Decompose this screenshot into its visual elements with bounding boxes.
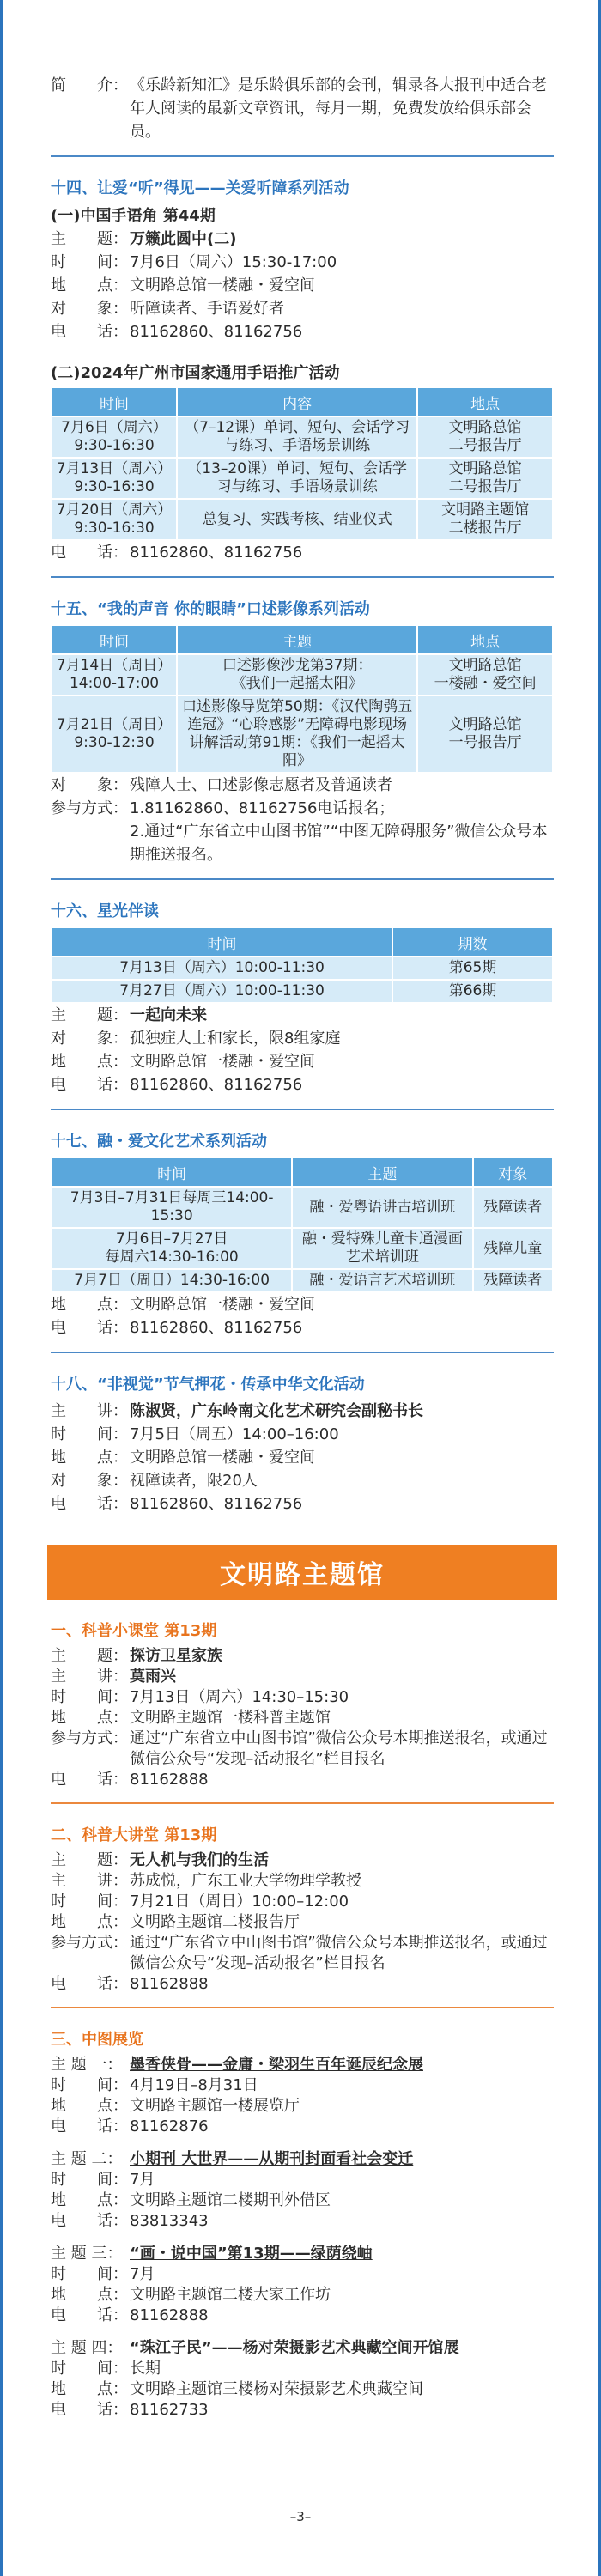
table-cell: 7月13日（周六） 9:30-16:30 [52, 458, 177, 499]
table-cell: 7月20日（周六） 9:30-16:30 [52, 499, 177, 540]
table-header: 对象 [473, 1157, 553, 1187]
culture-art-table [51, 1157, 554, 1293]
info-row [51, 2285, 554, 2306]
section-title: 十六、星光伴读 [51, 902, 159, 920]
info-row [51, 1912, 554, 1933]
info-row [51, 1027, 554, 1050]
info-label: 时 间： [51, 253, 128, 271]
info-label: 电 话： [51, 1495, 128, 1513]
info-label: 地 点： [51, 1053, 128, 1071]
reading-table [51, 927, 554, 1004]
info-label: 对 象： [51, 1472, 128, 1490]
info-label: 电 话： [51, 2117, 128, 2136]
info-row [51, 2170, 554, 2190]
info-value: 81162860、81162756 [130, 1076, 303, 1094]
info-row [51, 2055, 554, 2075]
table-header: 时间 [52, 625, 177, 654]
info-row [51, 1469, 554, 1492]
info-value: 听障读者、手语爱好者 [130, 300, 284, 318]
subsection-title: (一)中国手语角 第44期 [51, 207, 216, 225]
branch-banner: 文明路主题馆 [47, 1545, 557, 1600]
info-row [51, 2096, 554, 2117]
table-cell: 口述影像导览第50期：《汉代陶鸮五连冠》“心聆感影”无障碍电影现场讲解活动第91期：《我们一起摇太阳》 [177, 696, 417, 773]
sign-language-table [51, 386, 554, 541]
table-row [52, 1228, 553, 1269]
info-row [51, 2264, 554, 2285]
info-label: 主 题 一： [51, 2056, 123, 2074]
info-row [51, 1974, 554, 1995]
info-label: 简 介： [51, 76, 128, 94]
info-label: 主 题： [51, 230, 128, 248]
info-value: 81162860、81162756 [130, 1319, 303, 1337]
info-value: 小期刊 大世界——从期刊封面看社会变迁 [130, 2150, 414, 2168]
table-cell: 7月27日（周六）10:00-11:30 [52, 980, 392, 1003]
info-value: 81162888 [130, 2306, 209, 2324]
section-title: 十四、让爱“听”得见——关爱听障系列活动 [51, 179, 349, 197]
info-row [51, 1400, 554, 1423]
info-row [51, 1004, 554, 1027]
info-value: 1.81162860、81162756电话报名； [130, 799, 395, 817]
info-value: 83813343 [130, 2212, 209, 2230]
info-row [51, 2338, 554, 2359]
info-row [51, 1073, 554, 1097]
info-label: 地 点： [51, 2286, 128, 2304]
page-content [3, 0, 598, 2421]
info-value: 探访卫星家族 [130, 1647, 222, 1665]
section-title: 十七、融・爱文化艺术系列活动 [51, 1133, 267, 1151]
info-value: 视障读者，限20人 [130, 1472, 258, 1490]
info-row [51, 297, 554, 320]
info-value: 4月19日–8月31日 [130, 2076, 258, 2094]
table-row [52, 1187, 553, 1228]
info-label: 电 话： [51, 1771, 128, 1789]
section-title: 十五、“我的声音 你的眼睛”口述影像系列活动 [51, 600, 370, 618]
info-row [51, 1316, 554, 1340]
section-divider [51, 878, 554, 880]
section-divider [51, 1802, 554, 1804]
info-value: 通过“广东省立中山图书馆”微信公众号本期推送报名，或通过微信公众号“发现–活动报名”栏目报名 [130, 1934, 548, 1972]
info-row [51, 1293, 554, 1316]
table-header: 主题 [177, 625, 417, 654]
info-row [51, 1687, 554, 1708]
table-cell: 7月14日（周日） 14:00-17:00 [52, 654, 177, 696]
info-row [51, 1050, 554, 1073]
info-label: 对 象： [51, 300, 128, 318]
info-label: 主 讲： [51, 1402, 128, 1420]
table-cell: 7月13日（周六）10:00-11:30 [52, 957, 392, 980]
info-row [51, 1770, 554, 1790]
info-value: 残障人士、口述影像志愿者及普通读者 [130, 776, 392, 794]
info-value: 文明路主题馆一楼展览厅 [130, 2097, 300, 2115]
table-cell: 第65期 [392, 957, 553, 980]
info-row [51, 2379, 554, 2400]
info-label: 参与方式： [51, 1934, 128, 1952]
table-row [52, 957, 553, 980]
info-row [51, 2359, 554, 2379]
info-label: 电 话： [51, 1076, 128, 1094]
info-value: 万籁此圆中(二) [130, 230, 237, 248]
info-value: 文明路总馆一楼融・爱空间 [130, 1296, 315, 1314]
info-value: 文明路主题馆二楼报告厅 [130, 1913, 300, 1931]
table-header: 内容 [177, 387, 417, 416]
info-value: 孤独症人士和家长，限8组家庭 [130, 1030, 341, 1048]
info-value: 81162888 [130, 1975, 209, 1993]
info-label: 时 间： [51, 1893, 128, 1911]
info-value: 81162860、81162756 [130, 1495, 303, 1513]
info-label: 对 象： [51, 776, 128, 794]
table-cell: 文明路主题馆 二楼报告厅 [417, 499, 553, 540]
info-row [51, 74, 554, 143]
info-value: 无人机与我们的生活 [130, 1851, 269, 1869]
table-header: 时间 [52, 387, 177, 416]
info-label: 主 讲： [51, 1668, 128, 1686]
info-value: “画・说中国”第13期——绿荫绕岫 [130, 2245, 373, 2263]
info-label: 地 点： [51, 2380, 128, 2398]
info-value: 通过“广东省立中山图书馆”微信公众号本期推送报名，或通过微信公众号“发现–活动报名”栏目报名 [130, 1729, 548, 1768]
info-label: 主 题 三： [51, 2245, 123, 2263]
info-value: 7月13日（周六）14:30–15:30 [130, 1688, 349, 1706]
table-cell: 总复习、实践考核、结业仪式 [177, 499, 417, 540]
table-cell: 7月6日（周六） 9:30-16:30 [52, 416, 177, 458]
info-label: 电 话： [51, 544, 128, 562]
info-value: 7月 [130, 2265, 155, 2283]
info-label: 主 题： [51, 1006, 128, 1024]
table-cell: （7–12课）单词、短句、会话学习与练习、手语场景训练 [177, 416, 417, 458]
info-label: 地 点： [51, 2097, 128, 2115]
table-cell: 融・爱语言艺术培训班 [292, 1269, 472, 1292]
info-row [51, 1667, 554, 1687]
table-cell: 融・爱特殊儿童卡通漫画艺术培训班 [292, 1228, 472, 1269]
info-value: 文明路主题馆二楼大家工作坊 [130, 2286, 331, 2304]
info-label: 时 间： [51, 1688, 128, 1706]
info-label: 时 间： [51, 2360, 128, 2378]
info-label: 参与方式： [51, 1729, 128, 1747]
info-label: 地 点： [51, 1913, 128, 1931]
info-row [51, 320, 554, 343]
page-number: –3– [289, 2509, 312, 2524]
info-row [51, 2149, 554, 2170]
info-row [51, 1446, 554, 1469]
info-label: 电 话： [51, 2212, 128, 2230]
table-cell: 第66期 [392, 980, 553, 1003]
table-cell: 文明路总馆 二号报告厅 [417, 458, 553, 499]
info-value: 7月21日（周日）10:00–12:00 [130, 1893, 349, 1911]
table-header: 地点 [417, 625, 553, 654]
table-row [52, 654, 553, 696]
info-row [51, 1492, 554, 1516]
info-row [51, 2211, 554, 2232]
section-divider [51, 2007, 554, 2008]
info-label: 地 点： [51, 1449, 128, 1467]
info-value: 2.通过“广东省立中山图书馆”“中图无障碍服务”微信公众号本期推送报名。 [130, 823, 548, 864]
info-label: 电 话： [51, 323, 128, 341]
info-value: 苏成悦，广东工业大学物理学教授 [130, 1872, 361, 1890]
spacer [51, 2232, 554, 2244]
info-label: 时 间： [51, 1425, 128, 1443]
info-value: 7月5日（周五）14:00–16:00 [130, 1425, 339, 1443]
spacer [51, 343, 554, 355]
info-value: 81162860、81162756 [130, 544, 303, 562]
info-row [51, 274, 554, 297]
table-cell: 文明路总馆 二号报告厅 [417, 416, 553, 458]
table-cell: 7月7日（周日）14:30-16:00 [52, 1269, 292, 1292]
info-value: 文明路总馆一楼融・爱空间 [130, 276, 315, 295]
info-row [51, 2306, 554, 2326]
info-value: 一起向未来 [130, 1006, 207, 1024]
info-value: 81162733 [130, 2401, 209, 2419]
info-value: 文明路主题馆一楼科普主题馆 [130, 1709, 331, 1727]
table-row [52, 1269, 553, 1292]
info-value: 81162876 [130, 2117, 209, 2136]
info-label: 地 点： [51, 276, 128, 295]
info-row [51, 2190, 554, 2211]
section-title: 一、科普小课堂 第13期 [51, 1622, 217, 1640]
info-label: 主 讲： [51, 1872, 128, 1890]
table-cell: 口述影像沙龙第37期： 《我们一起摇太阳》 [177, 654, 417, 696]
section-divider [51, 576, 554, 578]
info-row [51, 774, 554, 797]
info-row [51, 1933, 554, 1974]
table-row [52, 499, 553, 540]
info-label: 时 间： [51, 2171, 128, 2189]
table-row [52, 416, 553, 458]
table-cell: 残障儿童 [473, 1228, 553, 1269]
table-header: 地点 [417, 387, 553, 416]
info-row [51, 1646, 554, 1667]
info-label: 参与方式： [51, 799, 128, 817]
info-row [51, 2400, 554, 2421]
info-value: 莫雨兴 [130, 1668, 176, 1686]
info-row [51, 797, 554, 820]
section-divider [51, 1352, 554, 1353]
info-label: 时 间： [51, 2076, 128, 2094]
info-row [51, 541, 554, 564]
info-row [51, 2117, 554, 2137]
section-title: 十八、“非视觉”节气押花・传承中华文化活动 [51, 1376, 365, 1394]
info-label: 电 话： [51, 2401, 128, 2419]
info-value: 《乐龄新知汇》是乐龄俱乐部的会刊，辑录各大报刊中适合老年人阅读的最新文章资讯，每月一期，免费发放给俱乐部会员。 [130, 76, 547, 141]
info-value: 7月6日（周六）15:30-17:00 [130, 253, 337, 271]
info-label [51, 820, 130, 866]
info-value: 81162888 [130, 1771, 209, 1789]
info-row [51, 228, 554, 251]
info-label: 对 象： [51, 1030, 128, 1048]
info-label: 时 间： [51, 2265, 128, 2283]
info-row [51, 1892, 554, 1912]
info-label: 电 话： [51, 1975, 128, 1993]
table-row [52, 458, 553, 499]
info-label: 地 点： [51, 1296, 128, 1314]
info-label: 电 话： [51, 2306, 128, 2324]
spacer [51, 2326, 554, 2338]
table-cell: 文明路总馆 一号报告厅 [417, 696, 553, 773]
info-label: 地 点： [51, 1709, 128, 1727]
info-value: 墨香侠骨——金庸・梁羽生百年诞辰纪念展 [130, 2056, 423, 2074]
info-label: 主 题： [51, 1647, 128, 1665]
info-row [51, 1728, 554, 1770]
info-value: 文明路主题馆二楼期刊外借区 [130, 2191, 331, 2209]
info-label: 主 题： [51, 1851, 128, 1869]
section-divider [51, 1109, 554, 1110]
audio-description-table [51, 624, 554, 774]
table-header: 时间 [52, 1157, 292, 1187]
subsection-title: (二)2024年广州市国家通用手语推广活动 [51, 364, 340, 382]
info-label: 主 题 二： [51, 2150, 123, 2168]
section-title: 三、中图展览 [51, 2031, 143, 2049]
info-label: 主 题 四： [51, 2339, 123, 2357]
info-value: 陈淑贤，广东岭南文化艺术研究会副秘书长 [130, 1402, 423, 1420]
table-cell: 残障读者 [473, 1269, 553, 1292]
table-row [52, 980, 553, 1003]
info-value: 文明路总馆一楼融・爱空间 [130, 1053, 315, 1071]
info-row [51, 1871, 554, 1892]
info-value: 长期 [130, 2360, 161, 2378]
table-cell: 7月21日（周日） 9:30-12:30 [52, 696, 177, 773]
info-row [51, 820, 554, 866]
info-row [51, 2244, 554, 2264]
info-value: “珠江子民”——杨对荣摄影艺术典藏空间开馆展 [130, 2339, 459, 2357]
info-value: 文明路总馆一楼融・爱空间 [130, 1449, 315, 1467]
table-cell: 残障读者 [473, 1187, 553, 1228]
info-label: 电 话： [51, 1319, 128, 1337]
info-row [51, 1708, 554, 1728]
info-value: 7月 [130, 2171, 155, 2189]
table-header: 主题 [292, 1157, 472, 1187]
section-divider [51, 155, 554, 157]
info-row [51, 251, 554, 274]
table-cell: 融・爱粤语讲古培训班 [292, 1187, 472, 1228]
table-header: 期数 [392, 927, 553, 957]
info-value: 81162860、81162756 [130, 323, 303, 341]
table-cell: 7月3日–7月31日每周三14:00-15:30 [52, 1187, 292, 1228]
table-row [52, 696, 553, 773]
spacer [51, 2137, 554, 2149]
info-row [51, 2075, 554, 2096]
table-cell: 文明路总馆 一楼融・爱空间 [417, 654, 553, 696]
info-row [51, 1850, 554, 1871]
info-label: 地 点： [51, 2191, 128, 2209]
table-cell: 7月6日–7月27日 每周六14:30-16:00 [52, 1228, 292, 1269]
table-cell: （13–20课）单词、短句、会话学习与练习、手语场景训练 [177, 458, 417, 499]
table-header: 时间 [52, 927, 392, 957]
section-title: 二、科普大讲堂 第13期 [51, 1826, 217, 1844]
info-row [51, 1423, 554, 1446]
info-value: 文明路主题馆三楼杨对荣摄影艺术典藏空间 [130, 2380, 423, 2398]
